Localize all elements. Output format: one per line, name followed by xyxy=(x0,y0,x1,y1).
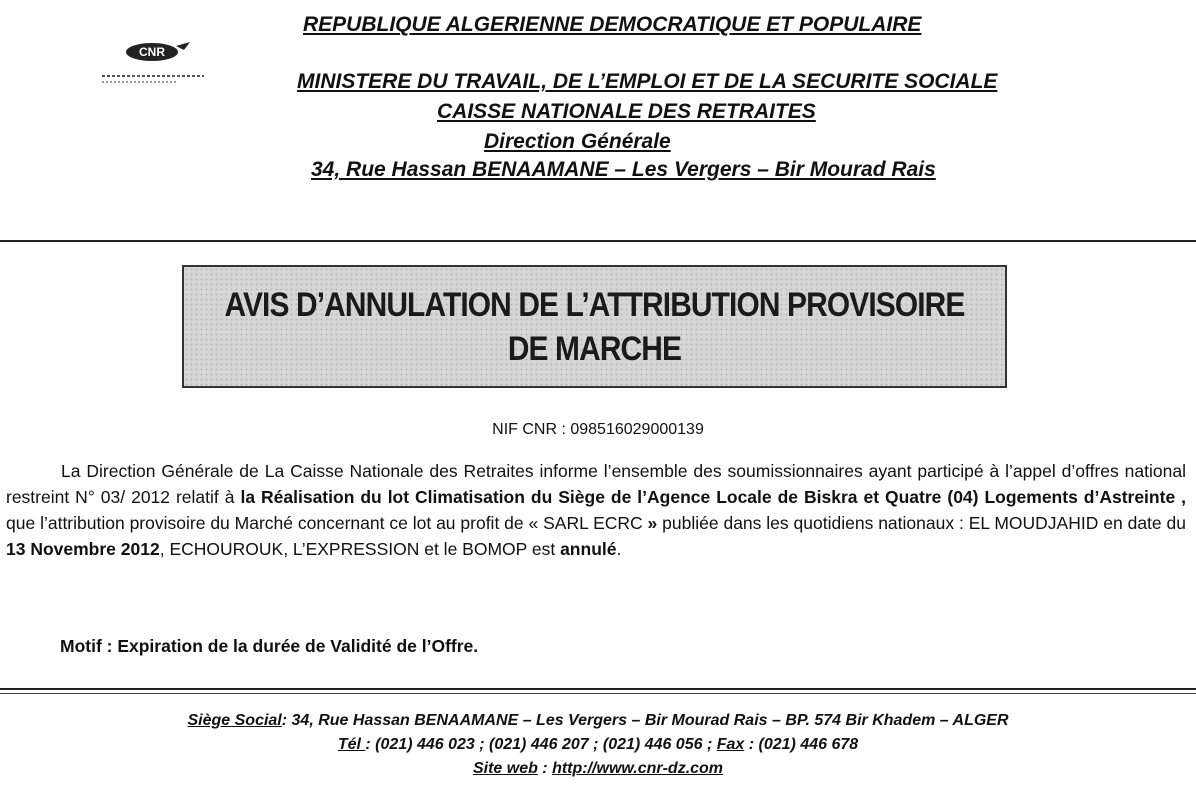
title-box xyxy=(182,265,1007,388)
footer-divider-top xyxy=(0,688,1196,690)
ministry-heading: MINISTERE DU TRAVAIL, DE L’EMPLOI ET DE LA SECURITE SOCIALE xyxy=(297,70,998,93)
body-text-2: que l’attribution provisoire du Marché concernant ce lot au profit de « SARL ECRC xyxy=(6,513,648,533)
body-text-1: La Direction Générale de La Caisse Nationale des Retraites informe l’ensemble des soumissionnaires ayant participé à l’appel d’offres national restreint N° 03/ 2012 relatif à xyxy=(6,461,1186,507)
cnr-logo xyxy=(98,38,208,94)
tel-label: Tél xyxy=(337,736,366,753)
caisse-heading: CAISSE NATIONALE DES RETRAITES xyxy=(437,100,816,123)
footer-web xyxy=(0,760,1196,778)
notice-body xyxy=(6,458,1186,562)
fax-label: Fax xyxy=(716,736,745,753)
body-bold-1: la Réalisation du lot Climatisation du Siège de l’Agence Locale de Biskra et Quatre (04) Logements d’Astreinte , xyxy=(240,487,1187,507)
body-text-5: . xyxy=(616,539,622,559)
logo-text: CNR xyxy=(139,45,165,59)
tel-text: : (021) 446 023 ; (021) 446 207 ; (021) 446 056 ; xyxy=(365,736,717,753)
republic-heading: REPUBLIQUE ALGERIENNE DEMOCRATIQUE ET POPULAIRE xyxy=(303,13,922,36)
title-line-2: DE MARCHE xyxy=(507,329,682,368)
body-annule: annulé xyxy=(560,539,617,559)
title-line-1: AVIS D’ANNULATION DE L’ATTRIBUTION PROVISOIRE xyxy=(224,285,965,324)
siege-text: : 34, Rue Hassan BENAAMANE – Les Vergers – Bir Mourad Rais – BP. 574 Bir Khadem – ALGER xyxy=(281,712,1009,729)
body-text-3: publiée dans les quotidiens nationaux : EL MOUDJAHID en date du xyxy=(657,513,1186,533)
siege-label: Siège Social xyxy=(187,712,282,729)
footer-siege xyxy=(0,712,1196,730)
footer-contacts xyxy=(0,736,1196,754)
web-sep: : xyxy=(537,760,553,777)
body-text-4: , ECHOUROUK, L’EXPRESSION et le BOMOP est xyxy=(159,539,561,559)
fax-text: : (021) 446 678 xyxy=(744,736,859,753)
web-label: Site web xyxy=(472,760,538,777)
footer-divider-bottom xyxy=(0,693,1196,694)
web-link[interactable]: http://www.cnr-dz.com xyxy=(552,760,724,777)
nif-number: NIF CNR : 098516029000139 xyxy=(492,421,704,438)
address-heading: 34, Rue Hassan BENAAMANE – Les Vergers – Bir Mourad Rais xyxy=(311,158,936,181)
header-divider xyxy=(0,240,1196,242)
body-date: 13 Novembre 2012 xyxy=(6,539,160,559)
direction-heading: Direction Générale xyxy=(484,130,671,153)
motif-line: Motif : Expiration de la durée de Validité de l’Offre. xyxy=(60,636,479,656)
body-bold-2: » xyxy=(647,513,658,533)
